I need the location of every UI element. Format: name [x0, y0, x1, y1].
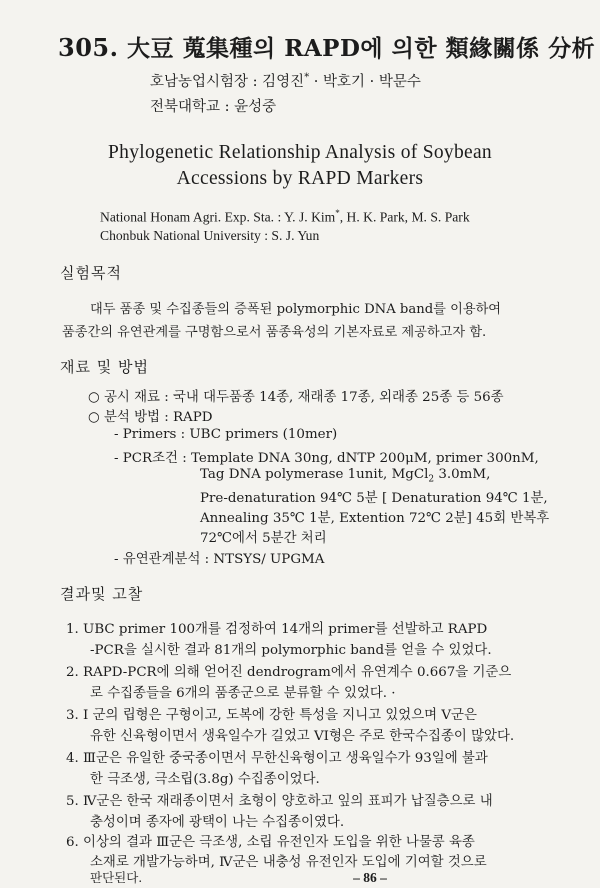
subscript-2: 2	[428, 474, 435, 485]
paper-title-kr: 大豆 蒐集種의 RAPD에 의한 類緣關係 分析	[126, 35, 596, 62]
page-number: – 86 –	[353, 870, 387, 885]
method-materials: ○ 공시 재료 : 국내 대두품종 14종, 재래종 17종, 외래종 25종 등 56종	[88, 390, 504, 405]
method-pcr-line2-text: Tag DNA polymerase 1unit, MgCl	[200, 467, 429, 482]
result-6b: 소재로 개발가능하며, Ⅳ군은 내충성 유전인자 도입에 기여할 것으로	[90, 855, 487, 870]
corresponding-mark: *	[304, 72, 310, 84]
authors-kr-rest: · 박호기 · 박문수	[309, 74, 421, 90]
result-3a: 3. I 군의 립형은 구형이고, 도복에 강한 특성을 지니고 있었으며 V군은	[66, 708, 477, 723]
method-pcr-line2	[200, 467, 490, 485]
method-analysis: ○ 분석 방법 : RAPD	[88, 410, 213, 425]
affiliation-en-line1	[100, 208, 470, 226]
result-2b: 로 수집종들을 6개의 품종군으로 분류할 수 있었다. ·	[90, 686, 396, 701]
results-heading: 결과및 고찰	[60, 585, 144, 603]
corresponding-mark-en: *	[335, 208, 340, 218]
purpose-heading: 실험목적	[60, 264, 122, 282]
result-4b: 한 극조생, 극소립(3.8g) 수집종이었다.	[90, 772, 320, 787]
method-pcr-line5: 72℃에서 5분간 처리	[200, 531, 327, 546]
authors-kr-line1	[150, 70, 421, 91]
method-pcr-line4: Annealing 35℃ 1분, Extention 72℃ 2분] 45회 반복후	[200, 511, 550, 526]
method-phylogeny: - 유연관계분석 : NTSYS/ UPGMA	[114, 552, 325, 567]
methods-heading: 재료 및 방법	[60, 358, 149, 376]
result-1a: 1. UBC primer 100개를 검정하여 14개의 primer를 선발하고 RAPD	[66, 622, 488, 637]
result-6a: 6. 이상의 결과 Ⅲ군은 극조생, 소립 유전인자 도입을 위한 나물콩 육종	[66, 835, 475, 850]
paper-number: 305.	[58, 33, 119, 62]
authors-kr-text: 호남농업시험장 : 김영진	[150, 74, 305, 90]
paper-title	[58, 30, 595, 63]
result-2a: 2. RAPD-PCR에 의해 얻어진 dendrogram에서 유연계수 0.667을 기준으	[66, 665, 512, 680]
result-5b: 충성이며 종자에 광택이 나는 수집종이였다.	[90, 815, 345, 830]
result-4a: 4. Ⅲ군은 유일한 중국종이면서 무한신육형이고 생육일수가 93일에 불과	[66, 751, 488, 766]
purpose-line2: 품종간의 유연관계를 구명함으로서 품종육성의 기본자료로 제공하고자 함.	[62, 325, 487, 340]
title-en-line2: Accessions by RAPD Markers	[176, 168, 424, 189]
title-en-line1: Phylogenetic Relationship Analysis of Soybean	[108, 142, 492, 163]
result-3b: 유한 신육형이면서 생육일수가 길었고 VI형은 주로 한국수집종이 많았다.	[90, 729, 515, 744]
method-pcr-line3: Pre-denaturation 94℃ 5분 [ Denaturation 94℃ 1분,	[200, 491, 548, 506]
result-1b: -PCR을 실시한 결과 81개의 polymorphic band를 얻을 수 있었다.	[90, 643, 492, 658]
method-pcr-line2-rest: 3.0mM,	[434, 467, 491, 482]
method-pcr-conditions: - PCR조건 : Template DNA 30ng, dNTP 200μM, primer 300nM,	[114, 451, 539, 466]
affiliation-en-rest: , H. K. Park, M. S. Park	[339, 209, 470, 225]
purpose-line1: 대두 품종 및 수집종들의 증폭된 polymorphic DNA band를 이용하여	[90, 302, 502, 317]
result-6c: 판단된다.	[90, 870, 143, 885]
affiliation-en-text: National Honam Agri. Exp. Sta. : Y. J. Kim	[100, 209, 336, 225]
result-5a: 5. Ⅳ군은 한국 재래종이면서 초형이 양호하고 잎의 표피가 납질층으로 내	[66, 794, 493, 809]
affiliation-en-line2: Chonbuk National University : S. J. Yun	[100, 228, 320, 243]
method-primers: - Primers : UBC primers (10mer)	[114, 427, 338, 442]
authors-kr-line2: 전북대학교 : 윤성중	[150, 99, 277, 115]
